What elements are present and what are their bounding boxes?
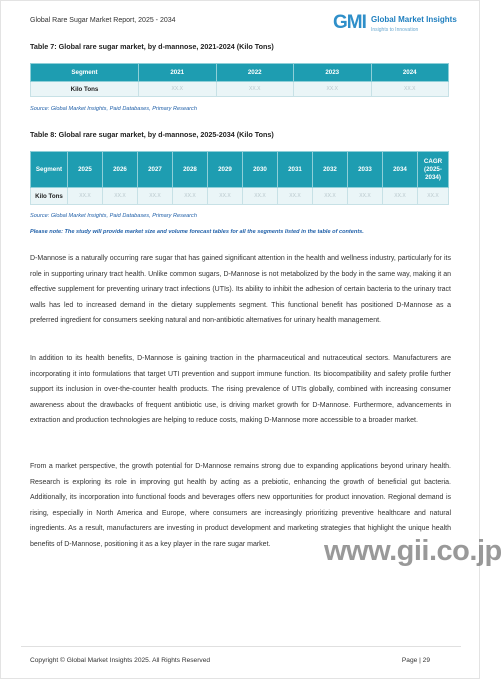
watermark: www.gii.co.jp — [324, 535, 502, 567]
table-cell: XX.X — [138, 188, 173, 205]
table7-header-cell: 2021 — [139, 64, 217, 82]
table7-header-row — [31, 64, 449, 82]
table-cell: XX.X — [278, 188, 313, 205]
table-cell: XX.X — [371, 82, 449, 97]
logo-tagline: Insights to Innovation — [371, 27, 419, 33]
cagr-line: 2034) — [425, 173, 441, 181]
footer-page-number: Page | 29 — [401, 657, 430, 664]
table-cell: XX.X — [208, 188, 243, 205]
row-label: Kilo Tons — [31, 188, 68, 205]
table8-header-cell: 2027 — [138, 152, 173, 188]
table8-source: Source: Global Market Insights, Paid Databases, Primary Research — [30, 213, 197, 219]
table8 — [30, 151, 449, 205]
table7-header-cell: 2023 — [294, 64, 372, 82]
table-cell: XX.X — [139, 82, 217, 97]
table8-header-cell: 2026 — [103, 152, 138, 188]
logo-name: Global Market Insights — [371, 15, 457, 24]
table8-header-cell: 2029 — [208, 152, 243, 188]
table-cell: XX.X — [68, 188, 103, 205]
table7-header-cell: Segment — [31, 64, 139, 82]
table-cell: XX.X — [216, 82, 294, 97]
table-cell: XX.X — [313, 188, 348, 205]
footer-copyright: Copyright © Global Market Insights 2025. All Rights Reserved — [30, 657, 211, 664]
table8-header-cell: 2034 — [383, 152, 418, 188]
body-paragraph: In addition to its health benefits, D-Mannose is gaining traction in the pharmaceutical and nutraceutical sectors. Manufacturers are incorporating it into formulations that target UTI prevention and support immune function. Its biocompatibility and safety profile further support its inclusion in over-the-counter health products. The rising prevalence of UTIs globally, combined with increasing consumer awareness about the drawbacks of frequent antibiotic use, is driving market growth for D-Mannose. Furthermore, advancements in extraction and production technologies are helping to reduce costs, making D-Mannose more accessible to a broader market. — [30, 355, 451, 425]
table-cell: XX.X — [294, 82, 372, 97]
table-row — [31, 188, 449, 205]
row-label: Kilo Tons — [31, 82, 139, 97]
cagr-header — [418, 152, 449, 188]
table7-header-cell: 2022 — [216, 64, 294, 82]
body-paragraph: From a market perspective, the growth potential for D-Mannose remains strong due to expanding applications beyond urinary health. Research is exploring its role in improving gut health by acting as a prebiotic, enhancing the growth of beneficial gut bacteria. Additionally, its incorporation into functional foods and beverages offers new opportunities for product innovation. Regional demand is rising, especially in North America and Europe, where consumers are increasingly prioritizing preventive healthcare and natural ingredients. As a result, manufacturers are investing in product development and marketing strategies that highlight the unique health benefits of D-Mannose, positioning it as a key player in the rare sugar market. — [30, 463, 451, 548]
table-cell: XX.X — [243, 188, 278, 205]
table-cell: XX.X — [173, 188, 208, 205]
gmi-logo — [333, 12, 455, 38]
table8-header-cell: 2025 — [68, 152, 103, 188]
table8-header-cell: Segment — [31, 152, 68, 188]
footer-divider — [21, 646, 461, 647]
cagr-line: CAGR — [423, 157, 443, 165]
table8-header-cell: 2032 — [313, 152, 348, 188]
table8-caption: Table 8: Global rare sugar market, by d-mannose, 2025-2034 (Kilo Tons) — [30, 130, 274, 139]
table-cell: XX.X — [348, 188, 383, 205]
table8-header-cell: 2033 — [348, 152, 383, 188]
table8-header-cell: 2030 — [243, 152, 278, 188]
table8-header-row — [31, 152, 449, 188]
table7 — [30, 63, 449, 97]
table8-header-cell: 2028 — [173, 152, 208, 188]
report-title: Global Rare Sugar Market Report, 2025 - 2034 — [30, 17, 176, 24]
table7-header-cell: 2024 — [371, 64, 449, 82]
table7-caption: Table 7: Global rare sugar market, by d-mannose, 2021-2024 (Kilo Tons) — [30, 42, 274, 51]
table7-source: Source: Global Market Insights, Paid Databases, Primary Research — [30, 106, 197, 112]
table-row — [31, 82, 449, 97]
table-cell: XX.X — [103, 188, 138, 205]
table-cell: XX.X — [418, 188, 449, 205]
table-cell: XX.X — [383, 188, 418, 205]
cagr-line: (2025- — [424, 165, 442, 173]
body-paragraph: D-Mannose is a naturally occurring rare sugar that has gained significant attention in the health and wellness industry, particularly for its role in supporting urinary tract health. Unlike common sugars, D-Mannose is not metabolized by the body in the same way, making it an effective supplement for preventing urinary tract infections (UTIs). Its ability to inhibit the adhesion of certain bacteria to the urinary tract walls has led to increased demand in the dietary supplements segment. This functional benefit has positioned D-Mannose as a preferred ingredient for consumers seeking natural and non-antibiotic alternatives for urinary health management. — [30, 255, 451, 325]
table8-header-cell: 2031 — [278, 152, 313, 188]
logo-mark: GMI — [333, 12, 366, 33]
please-note: Please note: The study will provide market size and volume forecast tables for all the segments listed in the table of contents. — [30, 229, 364, 235]
